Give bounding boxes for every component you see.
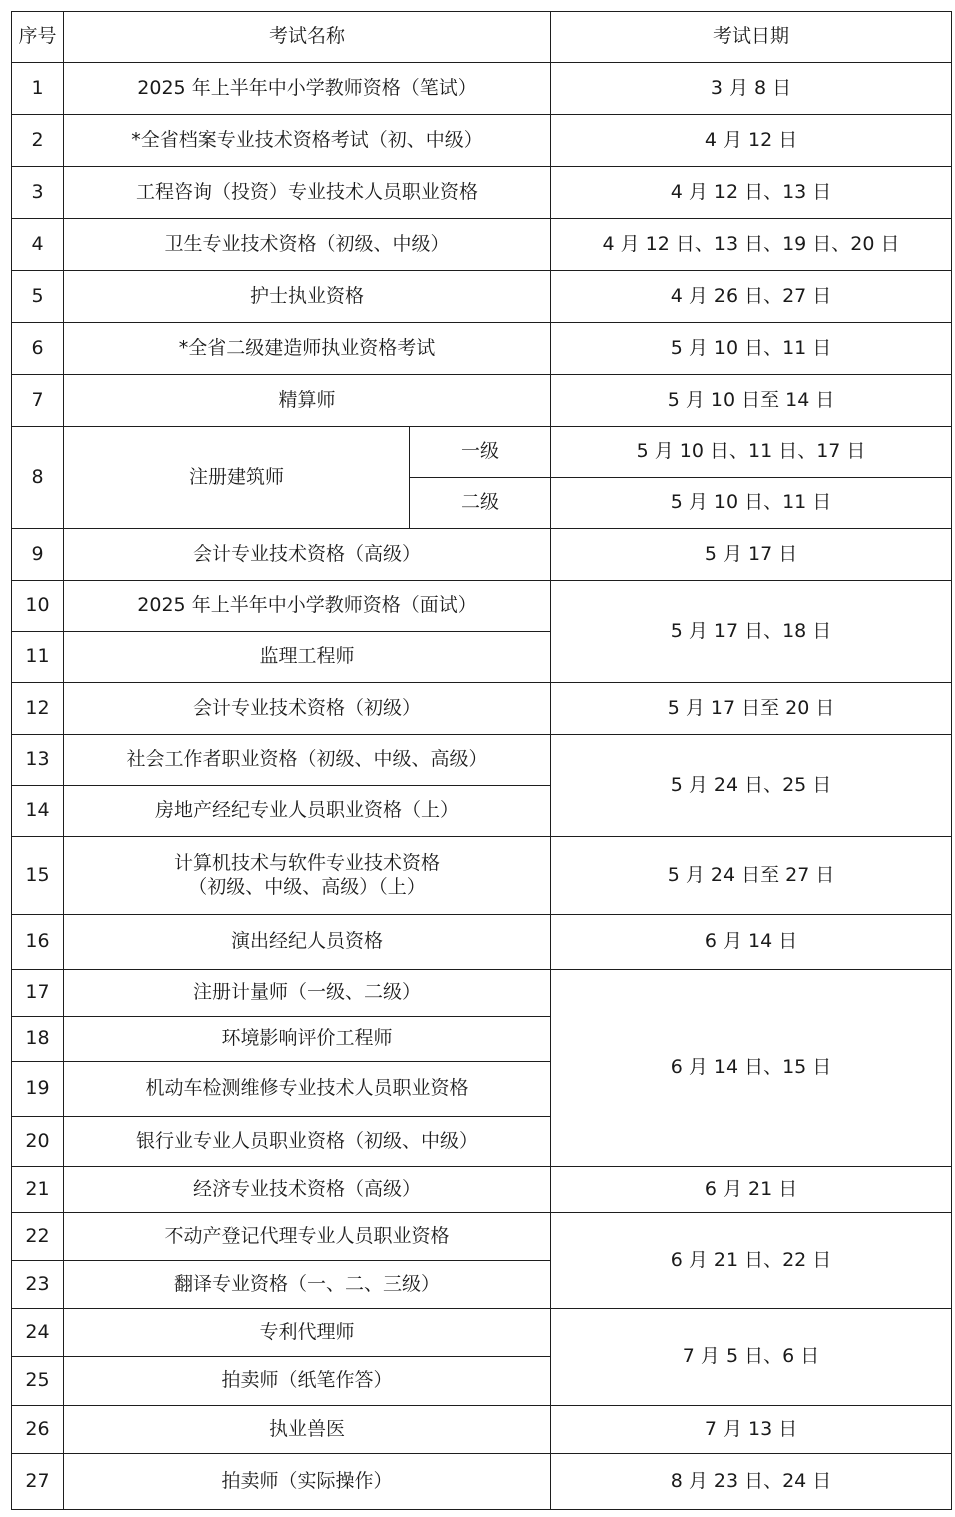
exam-name-line2: （初级、中级、高级）（上）: [188, 875, 426, 898]
exam-name: 精算师: [64, 375, 551, 427]
exam-date: 5 月 17 日至 20 日: [551, 683, 952, 735]
exam-name: *全省档案专业技术资格考试（初、中级）: [64, 115, 551, 167]
seq-cell: 23: [12, 1261, 64, 1309]
seq-cell: 19: [12, 1062, 64, 1117]
exam-name: 社会工作者职业资格（初级、中级、高级）: [64, 735, 551, 786]
seq-cell: 3: [12, 167, 64, 219]
exam-name: 环境影响评价工程师: [64, 1017, 551, 1062]
seq-cell: 9: [12, 529, 64, 581]
exam-name: 卫生专业技术资格（初级、中级）: [64, 219, 551, 271]
exam-schedule-table: [11, 11, 952, 1510]
exam-date: 6 月 14 日、15 日: [551, 970, 952, 1167]
exam-date: 5 月 17 日、18 日: [551, 581, 952, 683]
seq-cell: 5: [12, 271, 64, 323]
table-row: [12, 63, 952, 115]
exam-level: 一级: [410, 427, 551, 478]
exam-name: 银行业专业人员职业资格（初级、中级）: [64, 1117, 551, 1167]
seq-cell: 25: [12, 1357, 64, 1406]
exam-date: 5 月 24 日至 27 日: [551, 837, 952, 915]
exam-date: 7 月 13 日: [551, 1406, 952, 1454]
seq-cell: 14: [12, 786, 64, 837]
exam-name: 会计专业技术资格（初级）: [64, 683, 551, 735]
table-row: [12, 915, 952, 970]
table-row: [12, 115, 952, 167]
seq-cell: 6: [12, 323, 64, 375]
table-row: [12, 1213, 952, 1261]
table-row: [12, 970, 952, 1017]
seq-cell: 17: [12, 970, 64, 1017]
header-seq: 序号: [12, 12, 64, 63]
seq-cell: 27: [12, 1454, 64, 1510]
exam-date: 5 月 10 日至 14 日: [551, 375, 952, 427]
exam-date: 6 月 21 日: [551, 1167, 952, 1213]
header-row: [12, 12, 952, 63]
exam-name: 监理工程师: [64, 632, 551, 683]
seq-cell: 10: [12, 581, 64, 632]
table-row: [12, 529, 952, 581]
seq-cell: 2: [12, 115, 64, 167]
exam-name: 房地产经纪专业人员职业资格（上）: [64, 786, 551, 837]
seq-cell: 22: [12, 1213, 64, 1261]
exam-date: 5 月 17 日: [551, 529, 952, 581]
exam-date: 4 月 12 日: [551, 115, 952, 167]
seq-cell: 1: [12, 63, 64, 115]
exam-date: 5 月 10 日、11 日、17 日: [551, 427, 952, 478]
exam-level: 二级: [410, 478, 551, 529]
exam-date: 4 月 12 日、13 日: [551, 167, 952, 219]
table-row: [12, 375, 952, 427]
exam-name: 护士执业资格: [64, 271, 551, 323]
exam-date: 6 月 21 日、22 日: [551, 1213, 952, 1309]
exam-name-line1: 计算机技术与软件专业技术资格: [174, 851, 441, 874]
exam-date: 5 月 10 日、11 日: [551, 323, 952, 375]
table-row: [12, 837, 952, 915]
table-row: [12, 427, 952, 478]
table-row: [12, 1454, 952, 1510]
exam-date: 3 月 8 日: [551, 63, 952, 115]
seq-cell: 15: [12, 837, 64, 915]
exam-name: 执业兽医: [64, 1406, 551, 1454]
table-row: [12, 271, 952, 323]
seq-cell: 7: [12, 375, 64, 427]
exam-date: 5 月 24 日、25 日: [551, 735, 952, 837]
exam-name: *全省二级建造师执业资格考试: [64, 323, 551, 375]
exam-date: 6 月 14 日: [551, 915, 952, 970]
exam-name: 工程咨询（投资）专业技术人员职业资格: [64, 167, 551, 219]
table-row: [12, 1309, 952, 1357]
table-row: [12, 683, 952, 735]
exam-name: 注册计量师（一级、二级）: [64, 970, 551, 1017]
table-row: [12, 581, 952, 632]
exam-name: 不动产登记代理专业人员职业资格: [64, 1213, 551, 1261]
table-row: [12, 323, 952, 375]
exam-name: 拍卖师（纸笔作答）: [64, 1357, 551, 1406]
exam-name: [64, 837, 551, 915]
exam-name: 经济专业技术资格（高级）: [64, 1167, 551, 1213]
exam-date: 7 月 5 日、6 日: [551, 1309, 952, 1406]
exam-name: 注册建筑师: [64, 427, 410, 529]
seq-cell: 24: [12, 1309, 64, 1357]
table-row: [12, 1406, 952, 1454]
seq-cell: 13: [12, 735, 64, 786]
seq-cell: 8: [12, 427, 64, 529]
seq-cell: 11: [12, 632, 64, 683]
exam-date: 4 月 12 日、13 日、19 日、20 日: [551, 219, 952, 271]
exam-name: 演出经纪人员资格: [64, 915, 551, 970]
exam-name: 会计专业技术资格（高级）: [64, 529, 551, 581]
exam-name: 翻译专业资格（一、二、三级）: [64, 1261, 551, 1309]
table-row: [12, 1167, 952, 1213]
seq-cell: 16: [12, 915, 64, 970]
table-row: [12, 735, 952, 786]
exam-name: 机动车检测维修专业技术人员职业资格: [64, 1062, 551, 1117]
seq-cell: 18: [12, 1017, 64, 1062]
exam-name: 拍卖师（实际操作）: [64, 1454, 551, 1510]
exam-name: 2025 年上半年中小学教师资格（面试）: [64, 581, 551, 632]
header-date: 考试日期: [551, 12, 952, 63]
exam-date: 8 月 23 日、24 日: [551, 1454, 952, 1510]
table-row: [12, 219, 952, 271]
seq-cell: 26: [12, 1406, 64, 1454]
seq-cell: 21: [12, 1167, 64, 1213]
exam-date: 5 月 10 日、11 日: [551, 478, 952, 529]
seq-cell: 12: [12, 683, 64, 735]
exam-date: 4 月 26 日、27 日: [551, 271, 952, 323]
seq-cell: 20: [12, 1117, 64, 1167]
exam-name: 专利代理师: [64, 1309, 551, 1357]
exam-name: 2025 年上半年中小学教师资格（笔试）: [64, 63, 551, 115]
header-name: 考试名称: [64, 12, 551, 63]
table-row: [12, 167, 952, 219]
seq-cell: 4: [12, 219, 64, 271]
